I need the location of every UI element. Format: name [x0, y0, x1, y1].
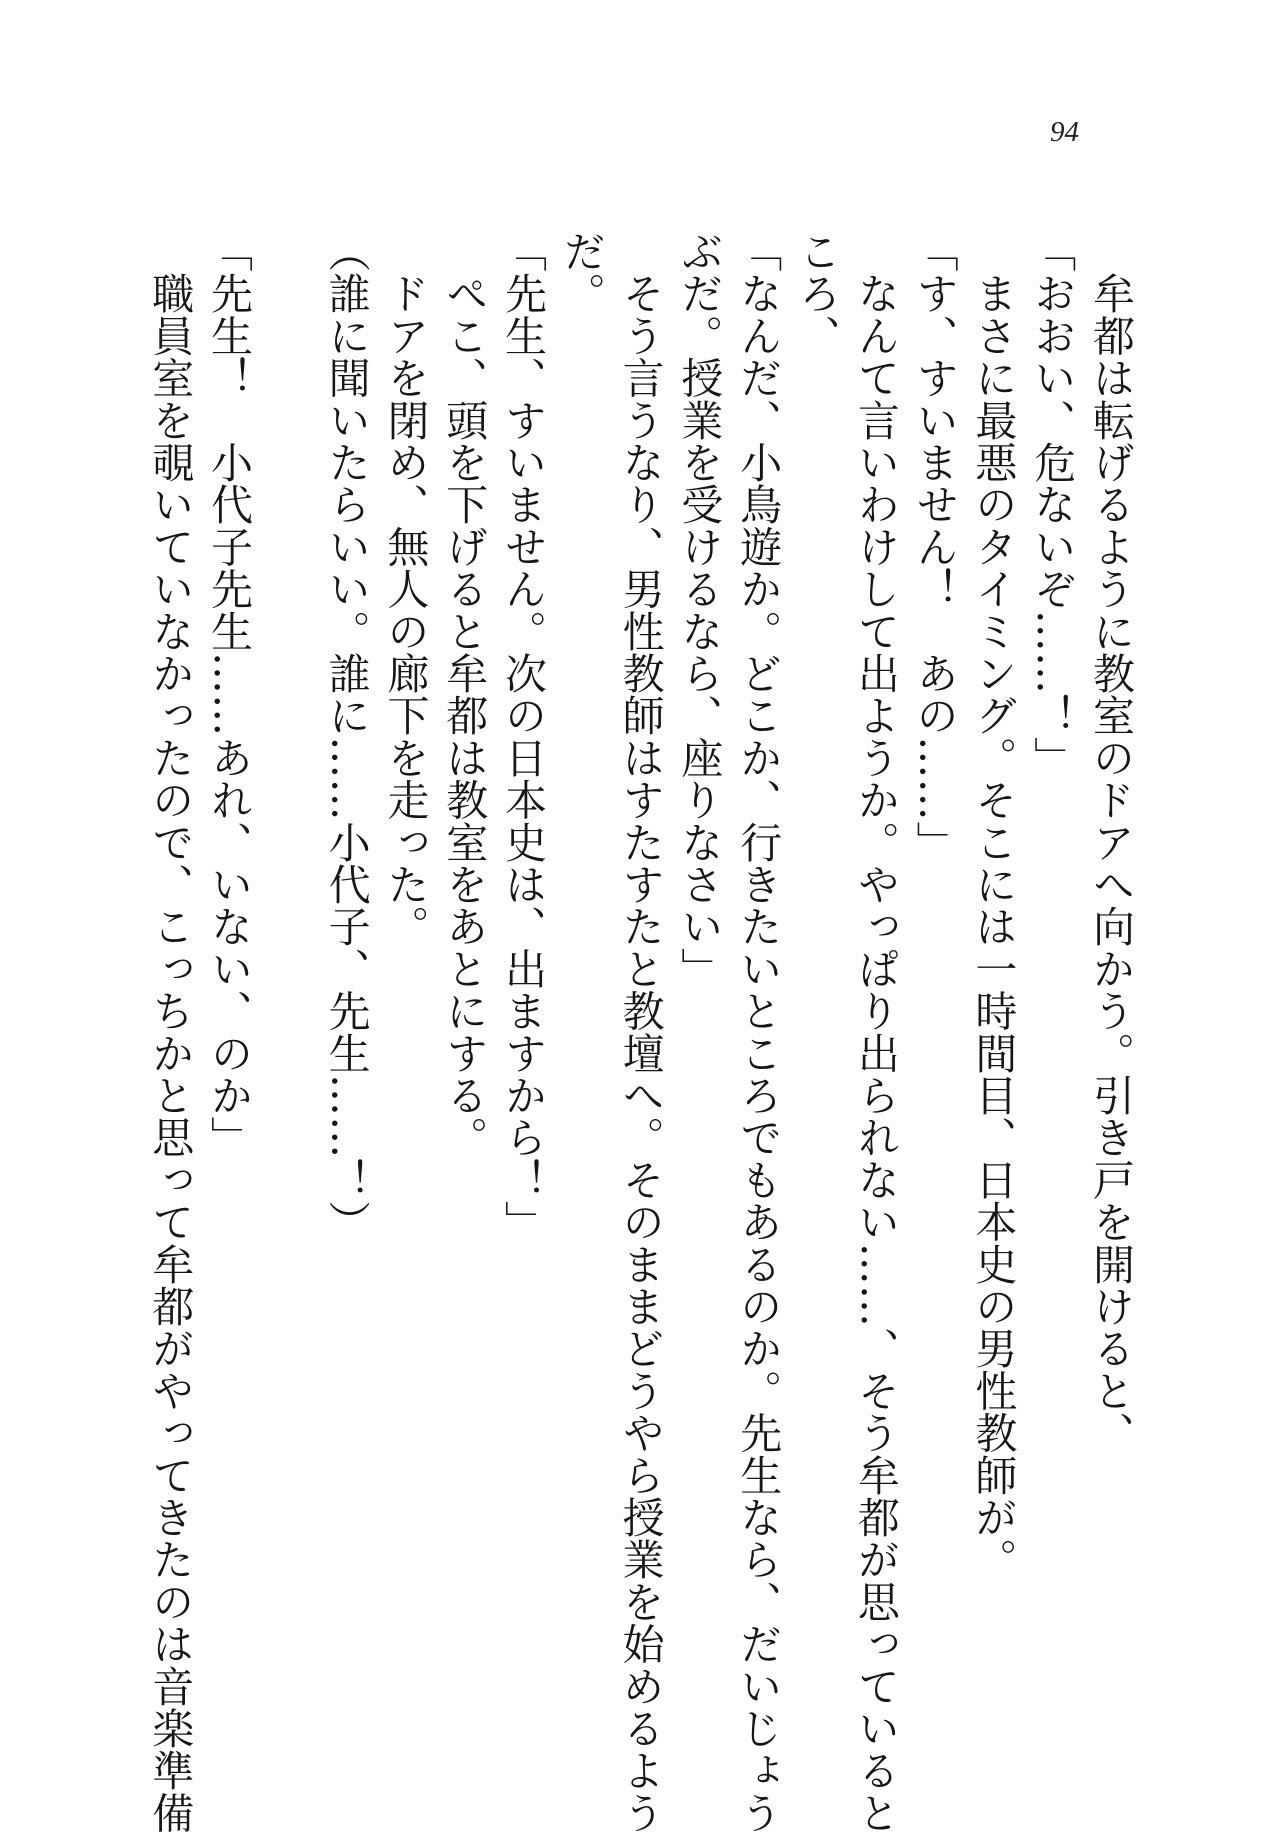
text-line: ころ、: [793, 230, 843, 357]
text-line: 「す、すいません！ あの……」: [910, 230, 960, 863]
text-line: ぶだ。授業を受けるなら、座りなさい」: [675, 230, 725, 990]
blank-line: [258, 230, 317, 1660]
text-line: だ。: [557, 230, 607, 315]
page-number: 94: [1050, 116, 1079, 148]
text-line: なんて言いわけして出ようか。やっぱり出られない……、そう牟都が思っていると: [851, 230, 901, 1834]
vertical-text-body: [146, 230, 1140, 1834]
text-line: 「なんだ、小鳥遊か。どこか、行きたいところでもあるのか。先生なら、だいじょう: [734, 230, 784, 1834]
text-line: （誰に聞いたらいい。誰に……小代子、先生……！）: [322, 230, 372, 1243]
text-line: そう言うなり、男性教師はすたすたと教壇へ。そのままどうやら授業を始めるよう: [616, 230, 666, 1834]
text-line: 職員室を覗いていなかったので、こっちかと思って牟都がやってきたのは音楽準備: [146, 230, 196, 1834]
text-line: 「おおい、危ないぞ……！」: [1028, 230, 1078, 779]
text-line: まさに最悪のタイミング。そこには一時間目、日本史の男性教師が。: [969, 230, 1019, 1581]
text-line: 牟都は転げるように教室のドアへ向かう。引き戸を開けると、: [1087, 230, 1136, 1454]
text-line: 「先生、すいません。次の日本史は、出ますから！」: [499, 230, 549, 1243]
text-line: 「先生！ 小代子先生……あれ、いない、のか」: [205, 230, 255, 1159]
text-line: ドアを閉め、無人の廊下を走った。: [381, 230, 431, 948]
text-line: ぺこ、頭を下げると牟都は教室をあとにする。: [440, 230, 490, 1159]
